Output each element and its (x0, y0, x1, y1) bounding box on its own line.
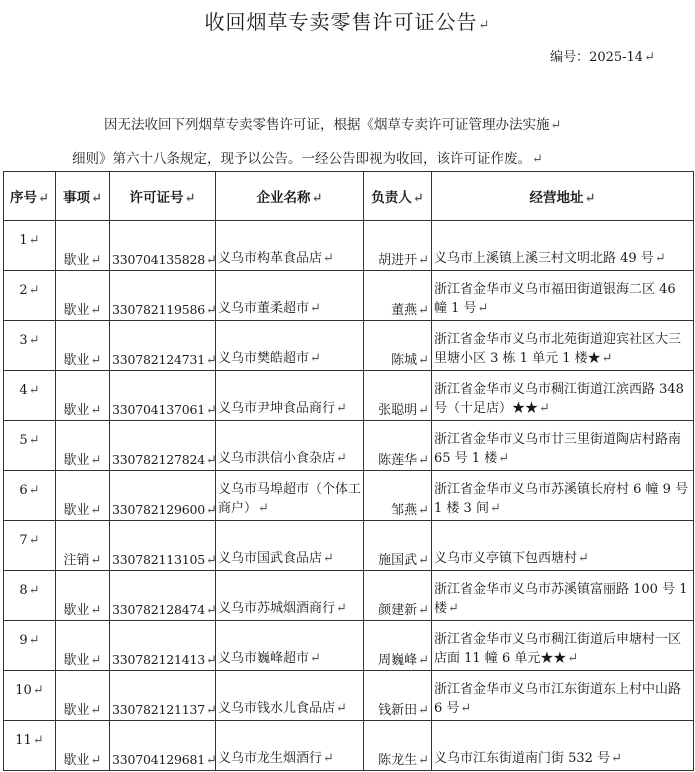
table-row (4, 471, 694, 521)
license-table (3, 171, 694, 771)
cell-company: 义乌市苏城烟酒商行↵ (216, 571, 364, 621)
cell-company: 义乌市董柔超市↵ (216, 271, 364, 321)
cell-license: 330704135828↵ (110, 221, 216, 271)
cell-company: 义乌市尹坤食品商行↵ (216, 371, 364, 421)
cell-item: 歇业↵ (56, 571, 110, 621)
cell-license: 330782113105↵ (110, 521, 216, 571)
return-mark: ↵ (478, 18, 491, 33)
cell-item: 歇业↵ (56, 321, 110, 371)
intro-line-2: 细则》第六十八条规定，现予以公告。一经公告即视为收回，该许可证作废。↵ (72, 151, 543, 167)
cell-no: 11↵ (4, 721, 56, 771)
cell-license: 330782121137↵ (110, 671, 216, 721)
cell-item: 歇业↵ (56, 721, 110, 771)
cell-address: 浙江省金华市义乌市苏溪镇富丽路 100 号 1 楼↵ (432, 571, 694, 621)
cell-item: 歇业↵ (56, 371, 110, 421)
cell-item: 歇业↵ (56, 621, 110, 671)
return-mark: ↵ (532, 152, 543, 167)
cell-address: 浙江省金华市义乌市稠江街道江滨西路 348 号（十足店）★★↵ (432, 371, 694, 421)
header-company: 企业名称↵ (216, 172, 364, 221)
cell-address: 浙江省金华市义乌市福田街道银海二区 46 幢 1 号↵ (432, 271, 694, 321)
cell-no: 1↵ (4, 221, 56, 271)
table-row (4, 571, 694, 621)
cell-no: 8↵ (4, 571, 56, 621)
cell-item: 注销↵ (56, 521, 110, 571)
cell-address: 义乌市江东街道南门街 532 号↵ (432, 721, 694, 771)
table-row (4, 421, 694, 471)
cell-address: 义乌市上溪镇上溪三村文明北路 49 号↵ (432, 221, 694, 271)
cell-no: 9↵ (4, 621, 56, 671)
header-owner: 负责人↵ (364, 172, 432, 221)
cell-license: 330782121413↵ (110, 621, 216, 671)
document-number: 编号：2025-14↵ (550, 50, 655, 65)
cell-address: 浙江省金华市义乌市北苑街道迎宾社区大三里塘小区 3 栋 1 单元 1 楼★↵ (432, 321, 694, 371)
cell-license: 330782124731↵ (110, 321, 216, 371)
cell-address: 义乌市义亭镇下包西塘村↵ (432, 521, 694, 571)
cell-company: 义乌市樊皓超市↵ (216, 321, 364, 371)
cell-license: 330782128474↵ (110, 571, 216, 621)
cell-owner: 陈城↵ (364, 321, 432, 371)
table-row (4, 371, 694, 421)
table-row (4, 221, 694, 271)
cell-item: 歇业↵ (56, 221, 110, 271)
cell-license: 330782129600↵ (110, 471, 216, 521)
table-header-row (4, 172, 694, 221)
intro-line-1: 因无法收回下列烟草专卖零售许可证，根据《烟草专卖许可证管理办法实施↵ (104, 117, 562, 133)
table-row (4, 271, 694, 321)
return-mark: ↵ (644, 50, 655, 65)
table-row (4, 321, 694, 371)
cell-address: 浙江省金华市义乌市廿三里街道陶店村路南 65 号 1 楼↵ (432, 421, 694, 471)
cell-no: 3↵ (4, 321, 56, 371)
cell-address: 浙江省金华市义乌市江东街道东上村中山路 6 号↵ (432, 671, 694, 721)
cell-owner: 董燕↵ (364, 271, 432, 321)
table-row (4, 671, 694, 721)
page-title: 收回烟草专卖零售许可证公告↵ (204, 10, 491, 34)
cell-no: 10↵ (4, 671, 56, 721)
cell-license: 330782127824↵ (110, 421, 216, 471)
cell-company: 义乌市国武食品店↵ (216, 521, 364, 571)
cell-address: 浙江省金华市义乌市苏溪镇长府村 6 幢 9 号 1 楼 3 间↵ (432, 471, 694, 521)
cell-item: 歇业↵ (56, 671, 110, 721)
header-license: 许可证号↵ (110, 172, 216, 221)
cell-company: 义乌市洪信小食杂店↵ (216, 421, 364, 471)
cell-company: 义乌市构革食品店↵ (216, 221, 364, 271)
table-row (4, 721, 694, 771)
cell-company: 义乌市钱水儿食品店↵ (216, 671, 364, 721)
table-row (4, 621, 694, 671)
cell-item: 歇业↵ (56, 471, 110, 521)
cell-owner: 钱新田↵ (364, 671, 432, 721)
cell-company: 义乌市马埠超市（个体工商户）↵ (216, 471, 364, 521)
cell-license: 330704129681↵ (110, 721, 216, 771)
cell-license: 330782119586↵ (110, 271, 216, 321)
cell-owner: 颜建新↵ (364, 571, 432, 621)
cell-owner: 周巍峰↵ (364, 621, 432, 671)
cell-item: 歇业↵ (56, 271, 110, 321)
cell-owner: 施国武↵ (364, 521, 432, 571)
cell-company: 义乌市龙生烟酒行↵ (216, 721, 364, 771)
cell-owner: 张聪明↵ (364, 371, 432, 421)
cell-license: 330704137061↵ (110, 371, 216, 421)
cell-no: 5↵ (4, 421, 56, 471)
header-address: 经营地址↵ (432, 172, 694, 221)
cell-company: 义乌市巍峰超市↵ (216, 621, 364, 671)
cell-item: 歇业↵ (56, 421, 110, 471)
cell-owner: 陈龙生↵ (364, 721, 432, 771)
cell-no: 6↵ (4, 471, 56, 521)
cell-no: 4↵ (4, 371, 56, 421)
cell-no: 7↵ (4, 521, 56, 571)
cell-owner: 邹燕↵ (364, 471, 432, 521)
return-mark: ↵ (550, 118, 562, 133)
cell-owner: 胡进开↵ (364, 221, 432, 271)
header-item: 事项↵ (56, 172, 110, 221)
table-row (4, 521, 694, 571)
cell-no: 2↵ (4, 271, 56, 321)
cell-address: 浙江省金华市义乌市稠江街道后申塘村一区店面 11 幢 6 单元★★↵ (432, 621, 694, 671)
header-no: 序号↵ (4, 172, 56, 221)
cell-owner: 陈莲华↵ (364, 421, 432, 471)
